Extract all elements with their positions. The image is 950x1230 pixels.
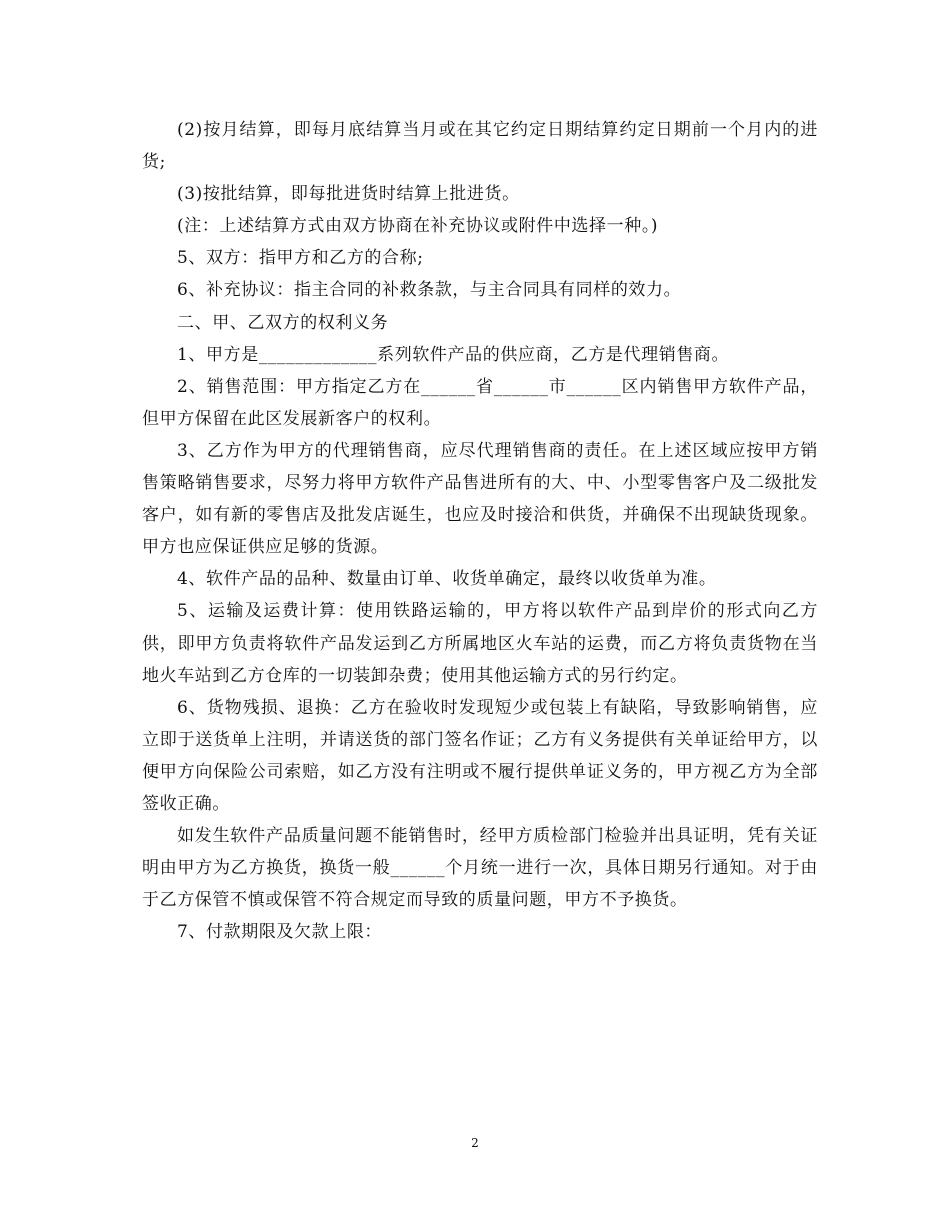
clause-damage-returns: 6、货物残损、退换：乙方在验收时发现短少或包装上有缺陷，导致影响销售，应立即于送货单上注明，并请送货的部门签名作证；乙方有义务提供有关单证给甲方，以便甲方向保险公司索赔，如乙方没有注明或不履行提供单证义务的，甲方视乙方为全部签收正确。	[142, 697, 818, 814]
definition-both-parties: 5、双方：指甲方和乙方的合称;	[177, 248, 424, 269]
clause-product-quantity: 4、软件产品的品种、数量由订单、收货单确定，最终以收货单为准。	[177, 569, 717, 590]
document-body	[142, 114, 818, 948]
settlement-note: (注：上述结算方式由双方协商在补充协议或附件中选择一种。)	[177, 216, 659, 237]
clause-quality-exchange: 如发生软件产品质量问题不能销售时，经甲方质检部门检验并出具证明，凭有关证明由甲方为乙方换货，换货一般______个月统一进行一次，具体日期另行通知。对于由于乙方保管不慎或保管不符合规定而导致的质量问题，甲方不予换货。	[142, 826, 818, 911]
clause-batch-settlement: (3)按批结算，即每批进货时结算上批进货。	[177, 184, 520, 205]
clause-agent-responsibility: 3、乙方作为甲方的代理销售商，应尽代理销售商的责任。在上述区域应按甲方销售策略销售要求，尽努力将甲方软件产品售进所有的大、中、小型零售客户及二级批发客户，如有新的零售店及批发店诞生，也应及时接洽和供货，并确保不出现缺货现象。甲方也应保证供应足够的货源。	[142, 440, 818, 558]
clause-transport-fees: 5、运输及运费计算：使用铁路运输的，甲方将以软件产品到岸价的形式向乙方供，即甲方负责将软件产品发运到乙方所属地区火车站的运费，而乙方将负责货物在当地火车站到乙方仓库的一切装卸杂费；使用其他运输方式的另行约定。	[142, 601, 818, 686]
definition-supplementary-agreement: 6、补充协议：指主合同的补救条款，与主合同具有同样的效力。	[177, 280, 682, 301]
clause-sales-area: 2、销售范围：甲方指定乙方在______省______市______区内销售甲方软件产品，但甲方保留在此区发展新客户的权利。	[142, 376, 818, 429]
clause-supplier-and-agent: 1、甲方是_____________系列软件产品的供应商，乙方是代理销售商。	[177, 344, 730, 365]
page-number: 2	[471, 1136, 479, 1150]
section-heading-rights-obligations: 二、甲、乙双方的权利义务	[177, 312, 389, 333]
clause-payment-terms-heading: 7、付款期限及欠款上限：	[177, 922, 383, 943]
clause-monthly-settlement: (2)按月结算，即每月底结算当月或在其它约定日期结算约定日期前一个月内的进货;	[142, 120, 818, 173]
